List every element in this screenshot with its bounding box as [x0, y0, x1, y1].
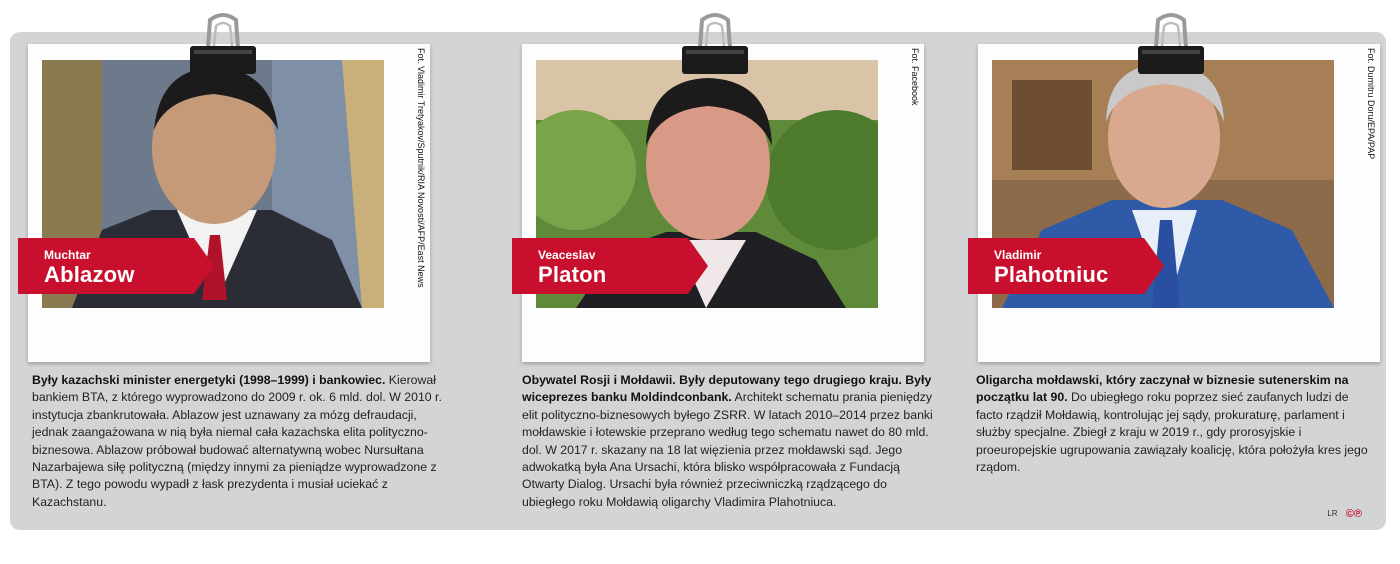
first-name: Muchtar — [44, 248, 91, 262]
last-name: Platon — [538, 262, 607, 287]
binder-clip-icon — [680, 12, 750, 78]
binder-clip-icon — [1136, 12, 1206, 78]
publisher-logo-icon: ©℗ — [1345, 508, 1362, 520]
footer-credit — [1327, 508, 1362, 520]
bio-plahotniuc: Oligarcha mołdawski, który zaczynał w biznesie sutenerskim na początku lat 90. Do ubiegłego roku poprzez sieć zaufanych ludzi de facto rządził Mołdawią, kontrolując jej sądy, prokuraturę, parlament i służby specjalne. Zbiegł z kraju w 2019 r., gdy prorosyjskie i proeuropejskie ugrupowania zawiązały koalicję, która położyła kres jego rządom. — [976, 373, 1368, 475]
profile-card-platon — [522, 44, 924, 362]
name-tag-plahotniuc — [968, 238, 1164, 294]
name-tag-platon — [512, 238, 708, 294]
profile-card-ablazow — [28, 44, 430, 362]
photo-credit: Fot. Facebook — [910, 48, 920, 106]
photo-credit: Fot. Dumitru Doru/EPA/PAP — [1366, 48, 1376, 160]
bio-platon: Obywatel Rosji i Mołdawii. Były deputowany tego drugiego kraju. Były wiceprezes banku Moldindconbank. Architekt schematu prania pieniędzy elit polityczno-biznesowych byłego ZSRR. W latach 2010–2014 przez banki mołdawskie i łotewskie przeprano według tego schematu nawet do 80 mld. dol. W 2017 r. skazany na 18 lat więzienia przez mołdawski sąd. Jego adwokatką była Ana Ursachi, która blisko współpracowała z Fundacją Otwarty Dialog. Ursachi była również przeciwniczką rządzącego do ubiegłego roku Mołdawią oligarchy Vladimira Plahotniuca. — [522, 373, 933, 509]
profile-card-plahotniuc — [978, 44, 1380, 362]
first-name: Veaceslav — [538, 248, 596, 262]
author-initials: LR — [1327, 509, 1338, 519]
last-name: Plahotniuc — [994, 262, 1109, 287]
name-tag-ablazow — [18, 238, 214, 294]
bio-ablazow: Były kazachski minister energetyki (1998–1999) i bankowiec. Kierował bankiem BTA, z którego wyprowadzono do 2009 r. ok. 6 mld. dol. W 2010 r. instytucja zbankrutowała. Ablazow jest uznawany za mózg defraudacji, jednak zaangażowana w nią była niemal cała kazachska elita polityczno-biznesowa. Ablazow próbował budować alternatywną wobec Nursułtana Nazarbajewa siłę polityczną (między innymi za pieniądze wyprowadzone z BTA). Z tego powodu wypadł z łask prezydenta i musiał uciekać z Kazachstanu. — [32, 373, 442, 509]
binder-clip-icon — [188, 12, 258, 78]
photo-credit: Fot. Vladimir Tretyakov/Sputnik/RIA Novosti/AFP/East News — [416, 48, 426, 288]
last-name: Ablazow — [44, 262, 135, 287]
first-name: Vladimir — [994, 248, 1042, 262]
